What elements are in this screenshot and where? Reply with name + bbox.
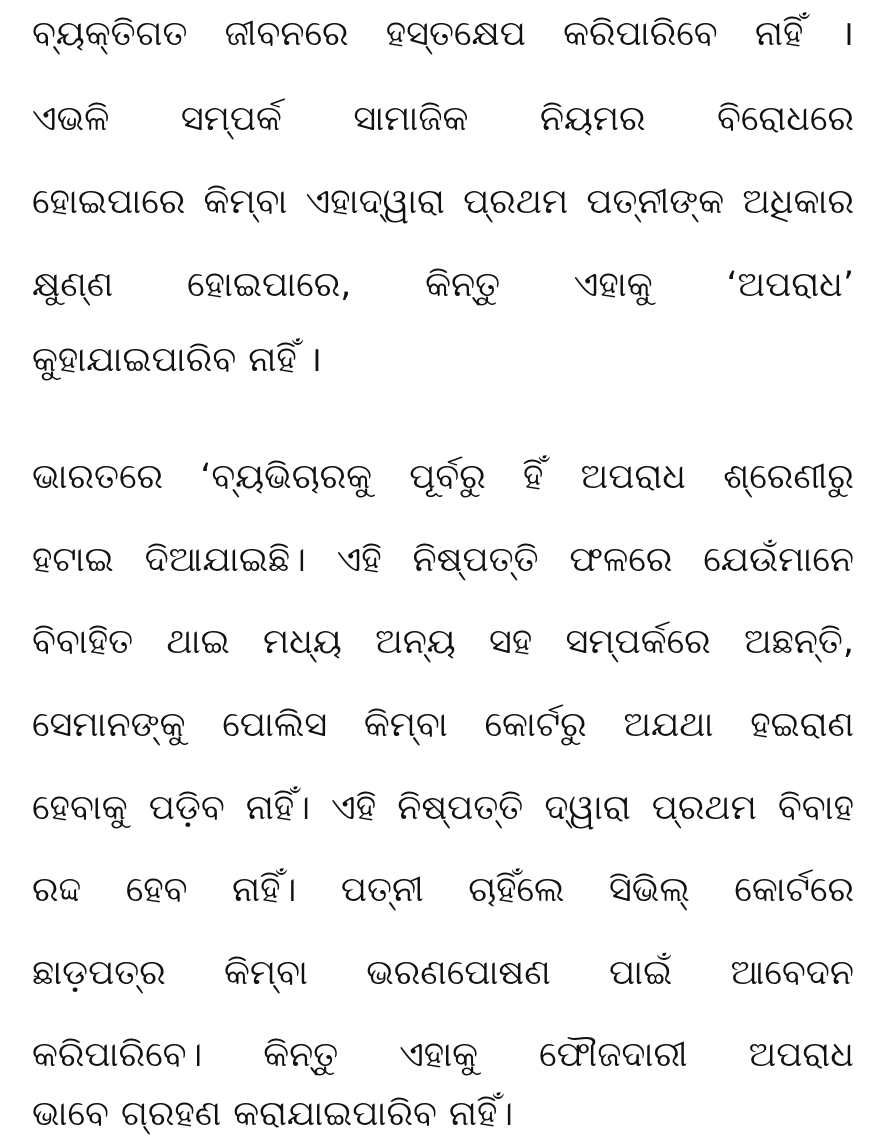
text-word: ସମ୍ପର୍କ	[180, 99, 282, 139]
text-word: ପାଇଁ	[608, 953, 673, 993]
text-word: ‘ଅପରାଧ’	[726, 265, 854, 305]
text-word: ଏହି	[336, 540, 382, 580]
text-word: ଏହାକୁ	[573, 265, 653, 305]
text-word: ।	[840, 14, 854, 54]
text-word: ଚାହିଁଲେ	[468, 870, 565, 910]
text-word: ପ୍ରଥମ	[651, 788, 757, 828]
text-word: କରାଯାଇପାରିବ	[233, 1094, 437, 1134]
text-word: କିମ୍ବା	[363, 705, 448, 745]
text-word: ପତ୍ନୀ	[340, 870, 424, 910]
text-line	[32, 868, 854, 912]
text-word: ନାହିଁ।	[448, 1094, 514, 1134]
text-line	[32, 1092, 854, 1136]
text-word: ସହ	[489, 622, 533, 662]
text-word: ଭରଣପୋଷଣ	[366, 953, 551, 993]
text-word: ଥାଇ	[166, 622, 230, 662]
text-word: ବିବାହ	[777, 788, 854, 828]
text-line	[32, 180, 854, 224]
text-word: କ୍ଷୁଣ୍ଣ	[32, 265, 114, 305]
text-word: ପଡ଼ିବ	[148, 788, 225, 828]
text-line	[32, 97, 854, 141]
text-word: କିମ୍ବା	[203, 182, 288, 222]
text-word: କିନ୍ତୁ	[263, 1035, 339, 1075]
text-word: କୋର୍ଟରୁ	[484, 705, 587, 745]
text-word: ନାହିଁ।	[245, 788, 311, 828]
text-word: ହୋଇପାରେ,	[186, 265, 352, 305]
text-word: କରିପାରିବେ	[563, 14, 718, 54]
text-line	[32, 455, 854, 499]
text-line	[32, 951, 854, 995]
text-word: ପ୍ରଥମ	[463, 182, 569, 222]
text-word: ପତ୍ନୀଙ୍କ	[586, 182, 725, 222]
text-line	[32, 263, 854, 307]
text-word: ନିୟମର	[539, 99, 646, 139]
text-word: ହେବାକୁ	[32, 788, 128, 828]
text-word: ଅପରାଧ	[748, 1035, 854, 1075]
text-word: ଶ୍ରେଣୀରୁ	[723, 457, 854, 497]
text-word: ସେମାନଙ୍କୁ	[32, 705, 186, 745]
text-line	[32, 786, 854, 830]
text-word: ଯେଉଁମାନେ	[703, 540, 854, 580]
text-line	[32, 703, 854, 747]
text-word: ଫୌଜଦାରୀ	[539, 1035, 688, 1075]
text-word: ନିଷ୍ପତ୍ତି	[397, 788, 524, 828]
text-word: ଏଭଳି	[32, 99, 110, 139]
text-word: କୋର୍ଟରେ	[734, 870, 854, 910]
text-word: ମଧ୍ୟ	[263, 622, 342, 662]
text-word: ହୋଇପାରେ	[32, 182, 186, 222]
text-line	[32, 620, 854, 664]
text-word: ଅପରାଧ	[580, 457, 686, 497]
text-word: ବ୍ୟକ୍ତିଗତ	[32, 14, 188, 54]
text-word: ଫଳରେ	[569, 540, 673, 580]
text-word: କରିପାରିବେ।	[32, 1035, 203, 1075]
text-word: ଦିଆଯାଇଛି।	[144, 540, 306, 580]
text-word: କିମ୍ବା	[224, 953, 308, 993]
text-word: ଦ୍ୱାରା	[544, 788, 631, 828]
text-word: ବିରୋଧରେ	[717, 99, 854, 139]
text-word: ଗ୍ରହଣ	[120, 1094, 222, 1134]
text-word: ଅଛନ୍ତି,	[743, 622, 854, 662]
text-word: ପୋଲିସ	[222, 705, 328, 745]
text-word: ସାମାଜିକ	[353, 99, 469, 139]
text-word: ହଇରାଣ	[750, 705, 854, 745]
text-word: କୁହାଯାଇପାରିବ	[32, 340, 237, 380]
text-word: ନାହିଁ।	[232, 870, 297, 910]
text-line	[32, 538, 854, 582]
text-word: ଭାରତରେ	[32, 457, 164, 497]
text-word: ଭାବେ	[32, 1094, 109, 1134]
text-word: ହଟାଇ	[32, 540, 114, 580]
text-word: ।	[308, 340, 323, 380]
text-word: ଜୀବନରେ	[224, 14, 349, 54]
text-word: ଆବେଦନ	[730, 953, 854, 993]
text-word: ଏହି	[331, 788, 377, 828]
text-word: ହେବ	[125, 870, 188, 910]
text-word: ଏହାକୁ	[399, 1035, 479, 1075]
text-word: ଅଧିକାର	[742, 182, 854, 222]
text-word: ନାହିଁ	[248, 340, 297, 380]
text-word: ହସ୍ତକ୍ଷେପ	[385, 14, 526, 54]
text-word: କିନ୍ତୁ	[425, 265, 501, 305]
text-word: ନିଷ୍ପତ୍ତି	[412, 540, 539, 580]
text-line	[32, 12, 854, 56]
text-word: ସିଭିଲ୍	[608, 870, 690, 910]
text-word: ଅନ୍ୟ	[375, 622, 456, 662]
text-word: ନାହିଁ	[754, 14, 804, 54]
text-word: ବିବାହିତ	[32, 622, 134, 662]
text-word: ଛାଡ଼ପତ୍ର	[32, 953, 166, 993]
text-word: ‘ବ୍ୟଭିଚାରକୁ	[200, 457, 373, 497]
text-word: ସମ୍ପର୍କରେ	[565, 622, 711, 662]
text-word: ଅଯଥା	[623, 705, 714, 745]
text-word: ଏହାଦ୍ୱାରା	[305, 182, 445, 222]
text-word: ହିଁ	[523, 457, 544, 497]
text-line	[32, 1033, 854, 1077]
text-line	[32, 338, 854, 382]
text-word: ପୂର୍ବରୁ	[409, 457, 486, 497]
text-word: ରଦ୍ଦ	[32, 870, 82, 910]
